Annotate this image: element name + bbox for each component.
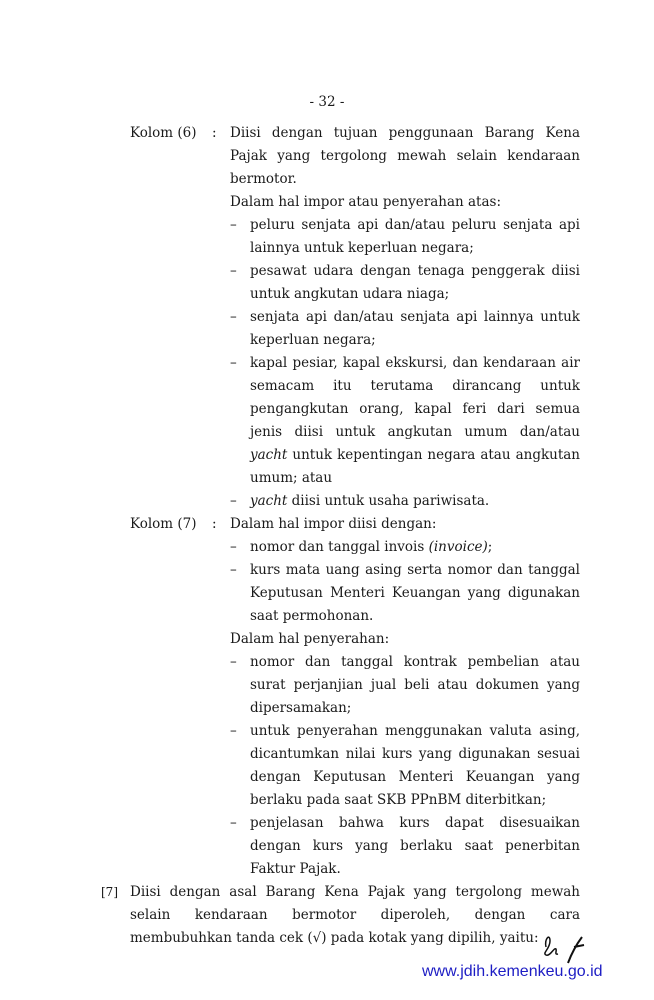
kolom-7-colon: :: [212, 516, 217, 532]
list-item: [230, 214, 580, 260]
list-item-text: nomor dan tanggal kontrak pembelian atau surat perjanjian jual beli atau dokumen yang dipersamakan;: [250, 654, 580, 716]
dash-bullet: –: [230, 539, 237, 555]
list-item: [230, 260, 580, 306]
kolom-7-label: Kolom (7): [130, 516, 197, 532]
list-item: [230, 720, 580, 812]
list-item-text: nomor dan tanggal invois: [250, 539, 429, 555]
list-item: [230, 490, 580, 513]
list-item-italic: yacht: [250, 447, 288, 463]
dash-bullet: –: [230, 217, 237, 233]
footer-url[interactable]: www.jdih.kemenkeu.go.id: [422, 963, 603, 980]
list-item-text: pesawat udara dengan tenaga penggerak diisi untuk angkutan udara niaga;: [250, 263, 580, 302]
kolom-7-section: [0, 513, 654, 881]
list-item: [230, 559, 580, 628]
kolom-7-penyerahan-list: [230, 651, 580, 881]
kolom-7-body: [230, 513, 580, 881]
dash-bullet: –: [230, 355, 237, 371]
list-item: [230, 352, 580, 490]
list-item-italic: (invoice): [428, 539, 488, 555]
list-item-italic: yacht: [250, 493, 288, 509]
kolom-7-intro: Dalam hal impor diisi dengan:: [230, 516, 437, 532]
list-item: [230, 812, 580, 881]
list-item: [230, 536, 580, 559]
kolom-6-list: [230, 214, 580, 513]
document-body: [0, 122, 654, 950]
note-7-label: [7]: [101, 885, 118, 899]
dash-bullet: –: [230, 654, 237, 670]
list-item-text: senjata api dan/atau senjata api lainnya untuk keperluan negara;: [250, 309, 580, 348]
page-number: - 32 -: [309, 94, 345, 110]
dash-bullet: –: [230, 493, 237, 509]
list-item-text: penjelasan bahwa kurs dapat disesuaikan dengan kurs yang berlaku saat penerbitan Faktur Pajak.: [250, 815, 580, 877]
dash-bullet: –: [230, 815, 237, 831]
kolom-6-subintro: Dalam hal impor atau penyerahan atas:: [230, 194, 501, 210]
dash-bullet: –: [230, 562, 237, 578]
list-item: [230, 306, 580, 352]
list-item-text: diisi untuk usaha pariwisata.: [287, 493, 490, 509]
list-item-text: kapal pesiar, kapal ekskursi, dan kendaraan air semacam itu terutama dirancang untuk pengangkutan orang, kapal feri dari semua jenis diisi untuk angkutan umum dan/atau: [250, 355, 580, 440]
kolom-6-intro: Diisi dengan tujuan penggunaan Barang Kena Pajak yang tergolong mewah selain kendaraan bermotor.: [230, 125, 580, 187]
kolom-6-body: [230, 122, 580, 513]
list-item: [230, 651, 580, 720]
kolom-7-impor-list: [230, 536, 580, 628]
note-7-text: Diisi dengan asal Barang Kena Pajak yang tergolong mewah selain kendaraan bermotor diperoleh, dengan cara membubuhkan tanda cek (√) pada kotak yang dipilih, yaitu:: [130, 884, 580, 946]
dash-bullet: –: [230, 309, 237, 325]
dash-bullet: –: [230, 723, 237, 739]
list-item-text: kurs mata uang asing serta nomor dan tanggal Keputusan Menteri Keuangan yang digunakan saat permohonan.: [250, 562, 580, 624]
kolom-6-label: Kolom (6): [130, 125, 197, 141]
list-item-text: ;: [487, 539, 493, 555]
list-item-text: peluru senjata api dan/atau peluru senjata api lainnya untuk keperluan negara;: [250, 217, 580, 256]
list-item-text: untuk penyerahan menggunakan valuta asing, dicantumkan nilai kurs yang digunakan sesuai dengan Keputusan Menteri Keuangan yang berlaku pada saat SKB PPnBM diterbitkan;: [250, 723, 580, 808]
list-item-text: untuk kepentingan negara atau angkutan umum; atau: [250, 447, 580, 486]
kolom-6-colon: :: [212, 125, 217, 141]
kolom-7-penyerahan-intro: Dalam hal penyerahan:: [230, 631, 390, 647]
dash-bullet: –: [230, 263, 237, 279]
kolom-6-section: [0, 122, 654, 513]
